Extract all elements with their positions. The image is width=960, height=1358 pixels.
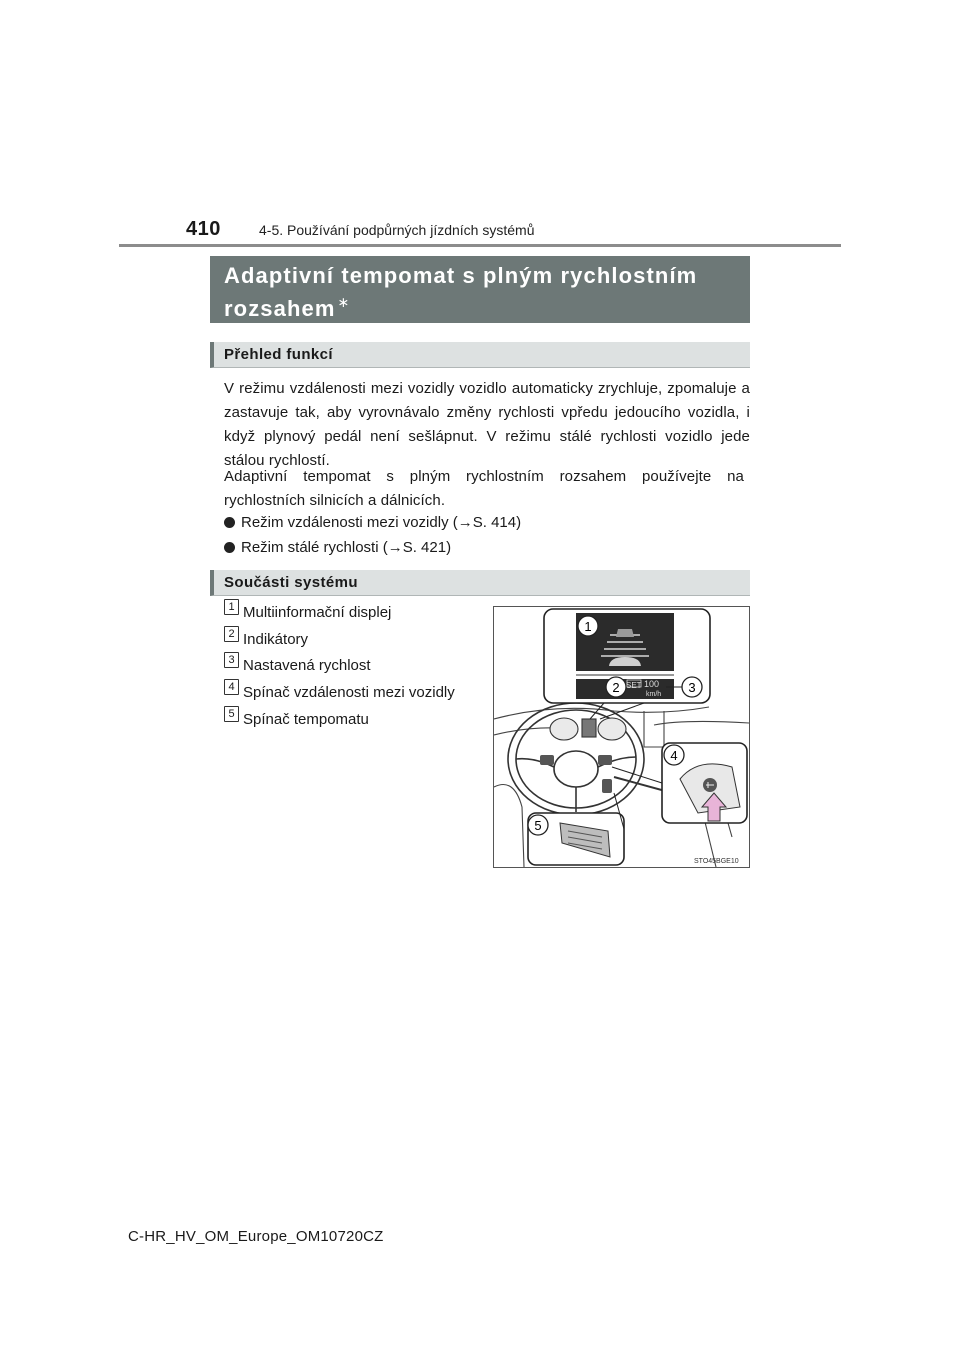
component-item-4 bbox=[224, 679, 455, 705]
bullet-text: Režim vzdálenosti mezi vozidly (→S. 414) bbox=[241, 514, 522, 531]
number-badge: 5 bbox=[224, 706, 239, 722]
system-components-diagram bbox=[493, 606, 750, 868]
bullet-text: Režim stálé rychlosti (→S. 421) bbox=[241, 539, 452, 556]
bullet-dot-icon bbox=[224, 517, 235, 528]
component-label: Nastavená rychlost bbox=[243, 657, 371, 674]
components-heading: Součásti systému bbox=[210, 570, 750, 596]
overview-paragraph-1: V režimu vzdálenosti mezi vozidly vozidlo automaticky zrychluje, zpomaluje a zastavuje tak, aby vyrovnávalo změny rychlosti vpředu jedoucího vozidla, i když plynový pedál není sešlápnut. V režimu stálé rychlosti vozidlo jede stálou rychlostí. bbox=[224, 380, 750, 469]
callout-3: 3 bbox=[688, 680, 696, 695]
number-badge: 3 bbox=[224, 652, 239, 668]
callout-5: 5 bbox=[534, 818, 542, 833]
component-item-1 bbox=[224, 599, 391, 625]
speed-set-label: SET bbox=[626, 681, 642, 690]
component-label: Spínač vzdálenosti mezi vozidly bbox=[243, 684, 455, 701]
number-badge: 4 bbox=[224, 679, 239, 695]
number-badge: 2 bbox=[224, 626, 239, 642]
number-badge: 1 bbox=[224, 599, 239, 615]
breadcrumb: 4-5. Používání podpůrných jízdních systémů bbox=[259, 222, 535, 238]
component-item-5 bbox=[224, 706, 369, 732]
image-code: STO45BGE10 bbox=[694, 858, 739, 865]
callout-2: 2 bbox=[612, 680, 620, 695]
steering-wheel-icon bbox=[508, 703, 644, 815]
speed-value: 100 bbox=[644, 679, 660, 689]
section-title: Adaptivní tempomat s plným rychlostním rozsahem bbox=[224, 263, 698, 321]
component-label: Indikátory bbox=[243, 631, 309, 648]
page-number: 410 bbox=[186, 218, 221, 240]
bullet-item-2 bbox=[224, 536, 451, 560]
overview-paragraph-2: Adaptivní tempomat s plným rychlostním rozsahem používejte na rychlostních silnicích a dálnicích. bbox=[224, 468, 744, 509]
component-label: Spínač tempomatu bbox=[243, 711, 369, 728]
component-item-3 bbox=[224, 652, 371, 678]
component-label: Multiinformační displej bbox=[243, 604, 392, 621]
asterisk-mark: ∗ bbox=[337, 294, 351, 310]
speed-unit: km/h bbox=[646, 691, 662, 698]
component-item-2 bbox=[224, 626, 308, 652]
bullet-dot-icon bbox=[224, 542, 235, 553]
header-divider bbox=[119, 244, 841, 247]
callout-4: 4 bbox=[670, 748, 678, 763]
callout-1: 1 bbox=[584, 619, 592, 634]
overview-heading: Přehled funkcí bbox=[210, 342, 750, 368]
bullet-item-1 bbox=[224, 511, 521, 535]
document-code: C-HR_HV_OM_Europe_OM10720CZ bbox=[128, 1228, 384, 1245]
section-title-banner bbox=[210, 256, 750, 323]
